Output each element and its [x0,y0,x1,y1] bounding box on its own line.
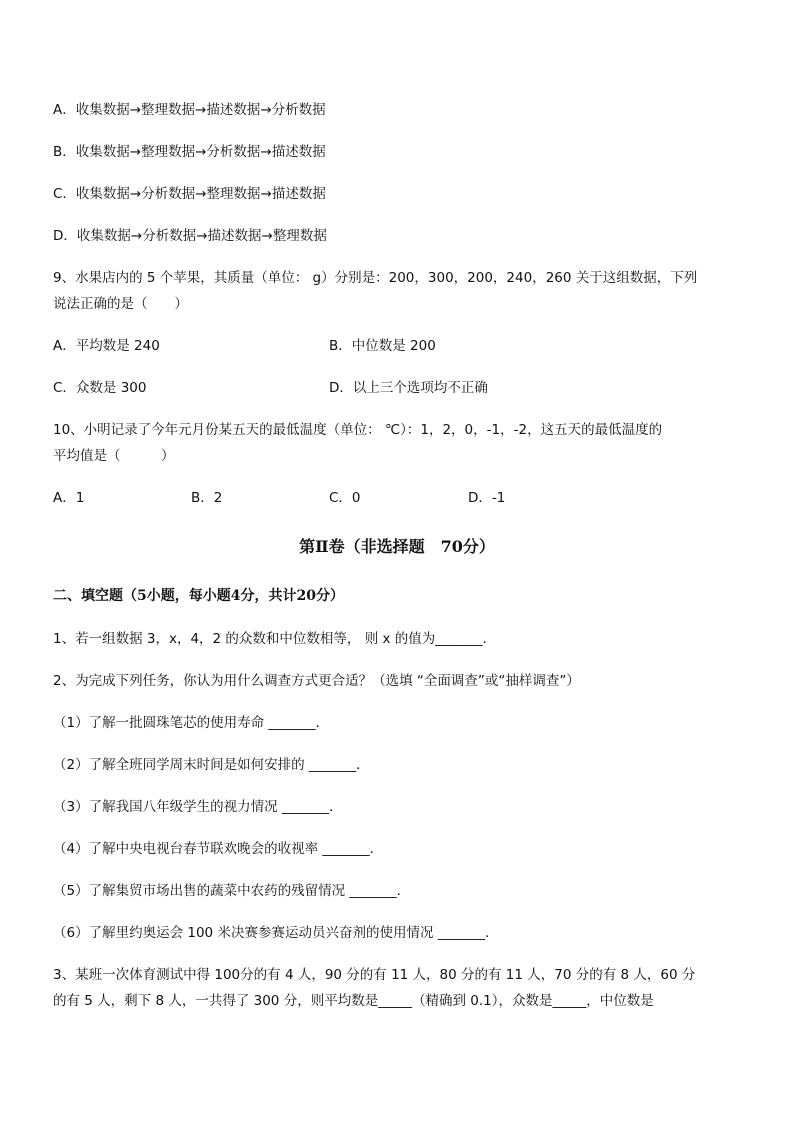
q10-option-b: B．2 [191,490,223,506]
fill-question-2-item-3: （3）了解我国八年级学生的视力情况 _______． [53,799,343,815]
q8-option-b: B．收集数据→整理数据→分析数据→描述数据 [53,144,326,160]
fill-question-3-line2: 的有 5 人，剩下 8 人，一共得了 300 分，则平均数是_____（精确到 0.1），众数是_____，中位数是 [53,993,654,1009]
part2-title: 第Ⅱ卷（非选择题 70分） [299,537,495,556]
fill-question-2-item-4: （4）了解中央电视台春节联欢晚会的收视率 _______． [53,841,384,857]
q9-stem-line1: 9、水果店内的 5 个苹果，其质量（单位： g）分别是：200，300，200，240，260 关于这组数据，下列 [53,270,698,286]
section2-heading: 二、填空题（5小题，每小题4分，共计20分） [53,588,344,604]
fill-question-2-stem: 2、为完成下列任务，你认为用什么调查方式更合适？（选填 “全面调查”或“抽样调查”） [53,673,580,689]
fill-question-2-item-2: （2）了解全班同学周末时间是如何安排的 _______． [53,757,370,773]
q8-option-c: C．收集数据→分析数据→整理数据→描述数据 [53,186,326,202]
q9-option-d: D．以上三个选项均不正确 [329,380,488,396]
q9-option-b: B．中位数是 200 [329,338,436,354]
q9-stem-line2: 说法正确的是（ ） [53,296,188,312]
q9-option-a: A．平均数是 240 [53,338,160,354]
fill-question-1: 1、若一组数据 3，x，4，2 的众数和中位数相等， 则 x 的值为_______． [53,631,497,647]
fill-question-3-line1: 3、某班一次体育测试中得 100分的有 4 人，90 分的有 11 人，80 分的有 11 人，70 分的有 8 人，60 分 [53,967,696,983]
q10-stem-line1: 10、小明记录了今年元月份某五天的最低温度（单位： ℃）：1，2，0，-1，-2，这五天的最低温度的 [53,422,663,438]
fill-question-2-item-1: （1）了解一批圆珠笔芯的使用寿命 _______． [53,715,330,731]
q10-option-a: A．1 [53,490,85,506]
q8-option-a: A．收集数据→整理数据→描述数据→分析数据 [53,102,326,118]
q8-option-d: D．收集数据→分析数据→描述数据→整理数据 [53,228,327,244]
q10-stem-line2: 平均值是（ ） [53,448,175,464]
q10-option-d: D．-1 [468,490,506,506]
q10-option-c: C．0 [329,490,361,506]
fill-question-2-item-6: （6）了解里约奥运会 100 米决赛参赛运动员兴奋剂的使用情况 _______． [53,925,499,941]
q9-option-c: C．众数是 300 [53,380,147,396]
fill-question-2-item-5: （5）了解集贸市场出售的蔬菜中农药的残留情况 _______． [53,883,411,899]
